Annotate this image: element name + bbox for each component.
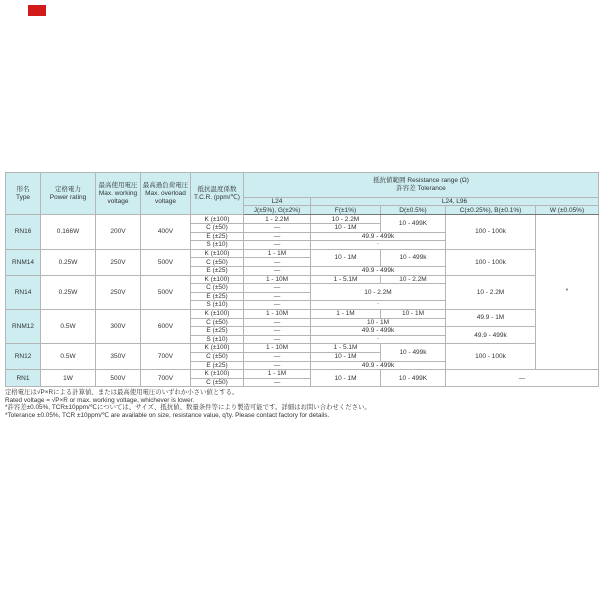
cell-power: 0.5W: [41, 310, 96, 344]
cell-f: 10 - 1M: [311, 224, 381, 233]
cell-jg: —: [244, 335, 311, 344]
cell-tcr: C (±50): [191, 378, 244, 387]
cell-w-asterisk: *: [536, 215, 599, 370]
cell-tcr: C (±50): [191, 352, 244, 361]
cell-type: RN1: [6, 370, 41, 387]
header-l24-l96: L24, L96: [311, 198, 599, 206]
header-vo-en2: voltage: [155, 197, 176, 205]
cell-jg: —: [244, 232, 311, 241]
cell-f: 10 - 2.2M: [311, 215, 381, 224]
spec-table: [5, 172, 599, 387]
cell-type: RNM14: [6, 249, 41, 275]
cell-jg: —: [244, 361, 311, 370]
cell-type: RN16: [6, 215, 41, 249]
cell-vw: 350V: [96, 344, 141, 370]
cell-f: 10 - 1M: [311, 370, 381, 387]
header-tcr-ja: 抵抗温度係数: [197, 185, 237, 193]
cell-power: 0.166W: [41, 215, 96, 249]
cell-jg: —: [244, 318, 311, 327]
cell-type: RN12: [6, 344, 41, 370]
header-power: [41, 173, 96, 215]
cell-fd: 49.9 - 499k: [311, 327, 446, 336]
header-code-cb: C(±0.25%), B(±0.1%): [446, 206, 536, 215]
cell-vo: 500V: [141, 275, 191, 309]
cell-tcr: E (±25): [191, 232, 244, 241]
cell-jg: —: [244, 292, 311, 301]
cell-fd: 10 - 1M: [311, 318, 446, 327]
footnote-ja-1: 定格電圧は√P×Rによる計算値、または最高使用電圧のいずれか小さい値とする。: [5, 389, 239, 396]
cell-fd: 10 - 2.2M: [311, 284, 446, 301]
cell-tcr: K (±100): [191, 310, 244, 319]
cell-power: 0.25W: [41, 249, 96, 275]
cell-cb: 100 - 100k: [446, 249, 536, 275]
header-range-title: 抵抗値範囲 Resistance range (Ω): [373, 176, 469, 184]
cell-jg: 1 - 10M: [244, 310, 311, 319]
cell-jg: —: [244, 352, 311, 361]
cell-tcr: E (±25): [191, 327, 244, 336]
header-vo-ja: 最高過負荷電圧: [142, 181, 189, 189]
header-l24: L24: [244, 198, 311, 206]
cell-jg: —: [244, 258, 311, 267]
cell-jg: —: [244, 284, 311, 293]
cell-jg: 1 - 10M: [244, 275, 311, 284]
cell-cbw: —: [446, 370, 599, 387]
cell-fd: 49.9 - 499k: [311, 232, 446, 241]
cell-vo: 500V: [141, 249, 191, 275]
cell-d: 10 - 499K: [381, 215, 446, 232]
header-power-ja: 定格電力: [55, 185, 81, 193]
cell-tcr: K (±100): [191, 275, 244, 284]
cell-d: 10 - 499k: [381, 249, 446, 266]
red-corner-marker: [28, 5, 46, 16]
cell-f: 1 - 5.1M: [311, 344, 381, 353]
cell-vo: 600V: [141, 310, 191, 344]
header-max-overload-voltage: [141, 173, 191, 215]
cell-tcr: S (±10): [191, 241, 244, 250]
cell-vo: 400V: [141, 215, 191, 249]
cell-tcr: C (±50): [191, 318, 244, 327]
cell-tcr: K (±100): [191, 215, 244, 224]
cell-power: 0.25W: [41, 275, 96, 309]
cell-f: 10 - 1M: [311, 352, 381, 361]
header-type-ja: 形名: [16, 185, 30, 193]
cell-tcr: C (±50): [191, 224, 244, 233]
cell-jg: —: [244, 241, 311, 250]
cell-f: 1 - 1M: [311, 310, 381, 319]
header-tcr: [191, 173, 244, 215]
cell-tcr: S (±10): [191, 335, 244, 344]
cell-vw: 250V: [96, 275, 141, 309]
cell-type: RNM12: [6, 310, 41, 344]
header-type: [6, 173, 41, 215]
cell-vw: 300V: [96, 310, 141, 344]
cell-vw: 500V: [96, 370, 141, 387]
footnote-en-2: *Tolerance ±0.05%, TCR ±10ppm/℃ are available on size, resistance value, q'ty. Please contact factory for details.: [5, 411, 330, 419]
cell-cb: 100 - 100k: [446, 344, 536, 370]
cell-tcr: K (±100): [191, 344, 244, 353]
cell-type: RN14: [6, 275, 41, 309]
cell-tcr: C (±50): [191, 284, 244, 293]
cell-jg: 1 - 2.2M: [244, 215, 311, 224]
footnote-ja-2: *許容差±0.05%, TCR±10ppm/℃については、サイズ、抵抗値、数量条件等により製造可能です。詳細はお問い合わせください。: [5, 404, 371, 412]
header-type-en: Type: [15, 193, 31, 201]
header-code-f: F(±1%): [311, 206, 381, 215]
cell-jg: —: [244, 267, 311, 276]
cell-jg: 1 - 1M: [244, 370, 311, 379]
cell-d: 10 - 499k: [381, 344, 446, 361]
cell-tcr: C (±50): [191, 258, 244, 267]
cell-fd: 49.9 - 499k: [311, 267, 446, 276]
header-vw-en1: Max. working: [98, 189, 138, 197]
cell-fd: -: [311, 335, 446, 344]
cell-jg: 1 - 1M: [244, 249, 311, 258]
header-code-w: W (±0.05%): [536, 206, 599, 215]
cell-vw: 250V: [96, 249, 141, 275]
header-max-working-voltage: [96, 173, 141, 215]
cell-tcr: E (±25): [191, 292, 244, 301]
header-tolerance-title: 許容差 Tolerance: [396, 185, 446, 192]
cell-jg: —: [244, 224, 311, 233]
footnote-en-1: Rated voltage = √P×R or max. working voltage, whichever is lower.: [5, 396, 195, 404]
cell-tcr: E (±25): [191, 361, 244, 370]
cell-tcr: K (±100): [191, 249, 244, 258]
cell-fd: -: [311, 241, 446, 250]
cell-vo: 700V: [141, 344, 191, 370]
cell-d: 10 - 499K: [381, 370, 446, 387]
cell-jg: —: [244, 327, 311, 336]
cell-cb: 100 - 100k: [446, 215, 536, 249]
cell-vw: 200V: [96, 215, 141, 249]
cell-power: 1W: [41, 370, 96, 387]
cell-fd: 49.9 - 499k: [311, 361, 446, 370]
header-code-d: D(±0.5%): [381, 206, 446, 215]
header-vo-en1: Max. overload: [145, 189, 186, 197]
footnotes: [5, 389, 371, 419]
cell-cb: 49.9 - 1M: [446, 310, 536, 327]
cell-tcr: S (±10): [191, 301, 244, 310]
cell-d: 10 - 1M: [381, 310, 446, 319]
cell-vo: 700V: [141, 370, 191, 387]
header-code-jg: J(±5%), G(±2%): [244, 206, 311, 215]
cell-tcr: K (±100): [191, 370, 244, 379]
cell-f: 10 - 1M: [311, 249, 381, 266]
header-power-en: Power rating: [49, 193, 87, 201]
cell-cb: 10 - 2.2M: [446, 275, 536, 309]
cell-d: 10 - 2.2M: [381, 275, 446, 284]
cell-jg: 1 - 10M: [244, 344, 311, 353]
header-vw-ja: 最高使用電圧: [98, 181, 138, 189]
header-resistance-range: [244, 173, 599, 198]
header-tcr-en: T.C.R. (ppm/℃): [194, 193, 240, 201]
cell-jg: —: [244, 378, 311, 387]
cell-power: 0.5W: [41, 344, 96, 370]
cell-fd: -: [311, 301, 446, 310]
cell-tcr: E (±25): [191, 267, 244, 276]
cell-f: 1 - 5.1M: [311, 275, 381, 284]
cell-cb: 49.9 - 499k: [446, 327, 536, 344]
header-vw-en2: voltage: [107, 197, 129, 205]
cell-jg: —: [244, 301, 311, 310]
